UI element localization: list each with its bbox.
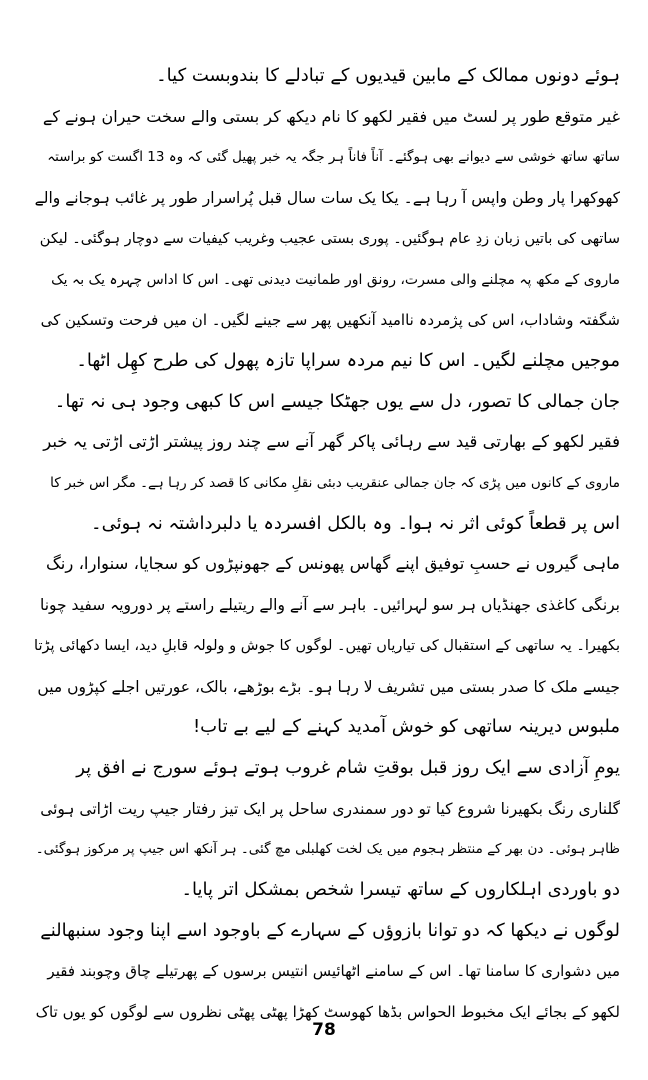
text-line: ماروی کے مکھ پہ مچلنے والی مسرت، رونق اور طمانیت دیدنی تھی۔ اس کا اداس چہرہ یک بہ یک xyxy=(51,271,620,288)
text-line: ظاہر ہوئی۔ دن بھر کے منتظر ہجوم میں یک لخت کھلبلی مچ گئی۔ ہر آنکھ اس جیپ پر مرکوز ہوگئی۔ xyxy=(35,841,620,858)
text-line: موجیں مچلنے لگیں۔ اس کا نیم مردہ سراپا تازہ پھول کی طرح کھِل اٹھا۔ xyxy=(76,349,620,371)
text-line: کھوکھرا پار وطن واپس آ رہا ہے۔ یکا یک سات سال قبل پُراسرار طور پر غائب ہوجانے والے xyxy=(34,189,620,208)
body-text xyxy=(32,56,620,1033)
text-line: جیسے ملک کا صدر بستی میں تشریف لا رہا ہو۔ بڑے بوڑھے، بالک، عورتیں اجلے کپڑوں میں xyxy=(37,677,620,696)
text-line: فقیر لکھو کے بھارتی قید سے رہائی پاکر گھر آنے سے چند روز پیشتر اڑتی اڑتی یہ خبر xyxy=(43,432,620,452)
text-line: ساتھی کی باتیں زبان زدِ عام ہوگئیں۔ پوری بستی عجیب وغریب کیفیات سے دوچار ہوگئی۔ لیکن xyxy=(39,230,620,247)
text-line: غیر متوقع طور پر لسٹ میں فقیر لکھو کا نام دیکھ کر بستی والے سخت حیران ہونے کے xyxy=(42,106,620,126)
paragraph xyxy=(32,382,620,423)
text-line: ملبوس دیرینہ ساتھی کو خوش آمدید کہنے کے لیے بے تاب! xyxy=(192,716,620,738)
text-line: دو باوردی اہلکاروں کے ساتھ تیسرا شخص بمشکل اتر پایا۔ xyxy=(181,879,620,901)
text-line: گلناری رنگ بکھیرنا شروع کیا تو دور سمندری ساحل پر ایک تیز رفتار جیپ ریت اڑاتی ہوئی xyxy=(40,799,620,818)
text-line: ماروی کے کانوں میں پڑی کہ جان جمالی عنقریب دبئی نقلِ مکانی کا قصد کر رہا ہے۔ مگر اس خبر کا xyxy=(50,475,620,492)
text-line: برنگی کاغذی جھنڈیاں ہر سو لہرائیں۔ باہر سے آنے والے ریتیلے راستے پر دورویہ سفید چونا xyxy=(40,596,620,615)
paragraph xyxy=(32,56,620,97)
text-line: لکھو کے بجائے ایک مخبوط الحواس بڈھا کھوسٹ کھڑا پھٹی پھٹی نظروں سے لوگوں کو یوں تاک xyxy=(35,1003,620,1022)
text-line: شگفتہ وشاداب، اس کی پژمردہ ناامید آنکھیں پھر سے جینے لگیں۔ ان میں فرحت وتسکین کی xyxy=(40,311,620,330)
page-number: 78 xyxy=(312,1020,336,1040)
text-line: میں دشواری کا سامنا تھا۔ اس کے سامنے اٹھائیس انتیس برسوں کے پھرتیلے چاق وچوبند فقیر xyxy=(47,962,620,981)
paragraph xyxy=(32,748,620,911)
paragraph xyxy=(32,97,620,382)
text-line: بکھیرا۔ یہ ساتھی کے استقبال کی تیاریاں تھیں۔ لوگوں کا جوش و ولولہ قابلِ دید، ایسا دکھائی پڑتا xyxy=(34,637,620,654)
text-line: ساتھ ساتھ خوشی سے دیوانے بھی ہوگئے۔ آناً فاناً ہر جگہ یہ خبر پھیل گئی کہ وہ 13 اگست کو براستہ xyxy=(47,149,620,166)
text-line: ماہی گیروں نے حسبِ توفیق اپنے گھاس پھونس کے جھونپڑوں کو سجایا، سنوارا، رنگ xyxy=(46,554,620,574)
text-line: ہوئے دونوں ممالک کے مابین قیدیوں کے تبادلے کا بندوبست کیا۔ xyxy=(156,65,620,86)
text-line: جان جمالی کا تصور، دل سے یوں جھٹکا جیسے اس کا کبھی وجود ہی نہ تھا۔ xyxy=(54,390,620,412)
text-line: اس پر قطعاً کوئی اثر نہ ہوا۔ وہ بالکل افسردہ یا دلبرداشتہ نہ ہوئی۔ xyxy=(91,512,620,534)
paragraph xyxy=(32,544,620,748)
text-line: یومِ آزادی سے ایک روز قبل بوقتِ شام غروب ہوتے ہوئے سورج نے افق پر xyxy=(76,756,620,778)
text-line: لوگوں نے دیکھا کہ دو توانا بازوؤں کے سہارے کے باوجود اسے اپنا وجود سنبھالنے xyxy=(40,919,620,941)
paragraph xyxy=(32,911,620,1033)
paragraph xyxy=(32,422,620,544)
